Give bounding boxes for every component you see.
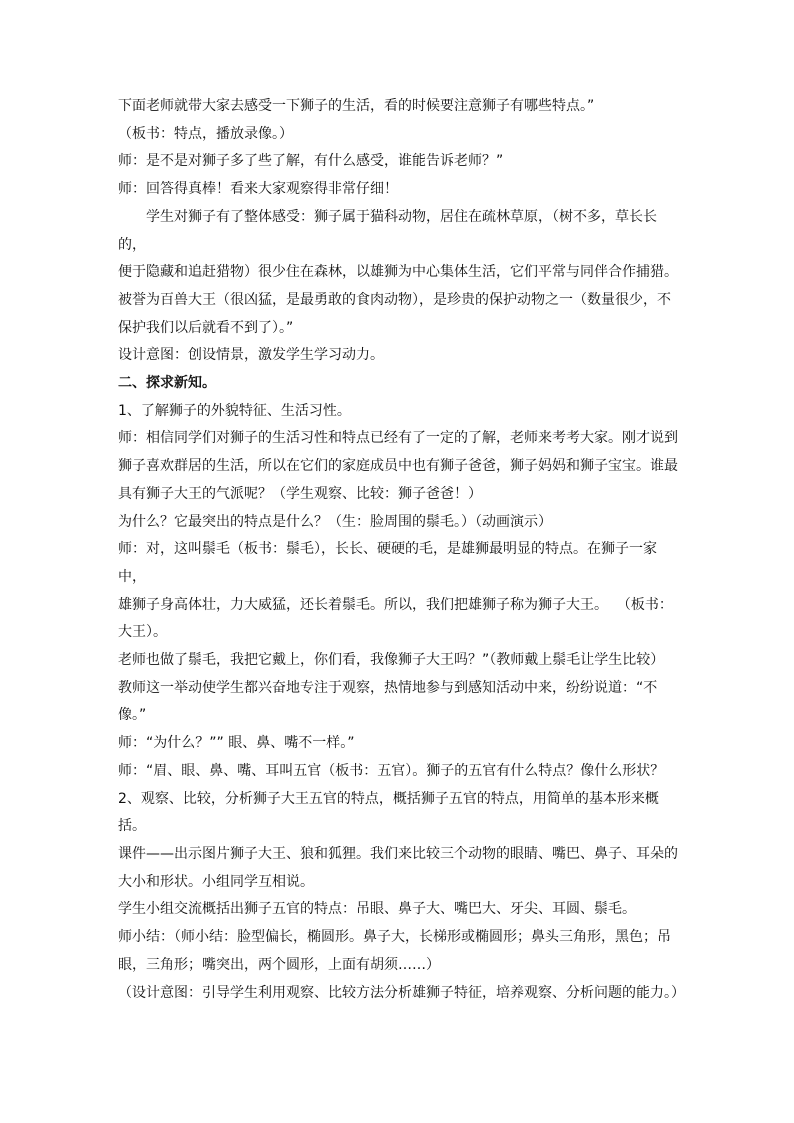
paragraph-4: 师：回答得真棒！看来大家观察得非常仔细！	[118, 181, 398, 198]
paragraph-1: 下面老师就带大家去感受一下狮子的生活，看的时候要注意狮子有哪些特点。”	[118, 98, 595, 114]
paragraph-18: 学生小组交流概括出狮子五官的特点：吊眼、鼻子大、嘴巴大、牙尖、耳圆、鬃毛。	[118, 901, 636, 918]
paragraph-5: 学生对狮子有了整体感受：狮子属于猫科动物，居住在疏林草原，（树不多，草长长的， 便于隐藏和追赶猎物）很少住在森林，以雄狮为中心集体生活，它们平常与同伴合作捕猎。 被誉为百兽大王（很凶猛，是最勇敢的食肉动物），是珍贵的保护动物之一（数量很少，不 保护我们以后就看不到了）。”	[118, 208, 678, 336]
paragraph-17: 课件——出示图片狮子大王、狼和狐狸。我们来比较三个动物的眼睛、嘴巴、鼻子、耳朵的 大小和形状。小组同学互相说。	[118, 845, 678, 890]
paragraph-15: 师：“眉、眼、鼻、嘴、耳叫五官（板书：五官）。狮子的五官有什么特点？像什么形状？	[118, 762, 665, 779]
paragraph-20: （设计意图：引导学生利用观察、比较方法分析雄狮子特征，培养观察、分析问题的能力。）	[118, 984, 685, 1001]
document-body	[118, 93, 685, 1007]
paragraph-11: 师：对，这叫鬃毛（板书：鬃毛），长长、硬硬的毛，是雄狮最明显的特点。在狮子一家中， 雄狮子身高体壮，力大威猛，还长着鬃毛。所以，我们把雄狮子称为狮子大王。 （板书： 大王）。	[118, 541, 673, 641]
paragraph-16: 2、观察、比较，分析狮子大王五官的特点，概括狮子五官的特点，用简单的基本形来概括。	[118, 790, 659, 835]
paragraph-19: 师小结：（师小结：脸型偏长，椭圆形。鼻子大，长梯形或椭圆形；鼻头三角形，黑色；吊 眼，三角形；嘴突出，两个圆形，上面有胡须……）	[118, 929, 671, 973]
section-heading: 二、探求新知。	[118, 375, 216, 392]
paragraph-12: 老师也做了鬃毛，我把它戴上，你们看，我像狮子大王吗？”（教师戴上鬃毛让学生比较）	[118, 652, 665, 669]
paragraph-10: 为什么？它最突出的特点是什么？（生：脸周围的鬃毛。）（动画演示）	[118, 513, 552, 530]
paragraph-6: 设计意图：创设情景，激发学生学习动力。	[118, 347, 384, 364]
paragraph-2: （板书：特点，播放录像。）	[118, 125, 293, 142]
paragraph-14: 师：“为什么？”” 眼、鼻、嘴不一样。”	[118, 735, 355, 752]
paragraph-9: 师：相信同学们对狮子的生活习性和特点已经有了一定的了解，老师来考考大家。刚才说到 狮子喜欢群居的生活，所以在它们的家庭成员中也有狮子爸爸，狮子妈妈和狮子宝宝。谁最 具有狮子大王的气派呢？（学生观察、比较：狮子爸爸！）	[118, 430, 678, 502]
paragraph-3: 师：是不是对狮子多了些了解，有什么感受，谁能告诉老师？”	[118, 153, 504, 170]
paragraph-8: 1、了解狮子的外貌特征、生活习性。	[118, 402, 351, 419]
paragraph-13: 教师这一举动使学生都兴奋地专注于观察，热情地参与到感知活动中来，纷纷说道：“不 像。”	[118, 679, 658, 724]
